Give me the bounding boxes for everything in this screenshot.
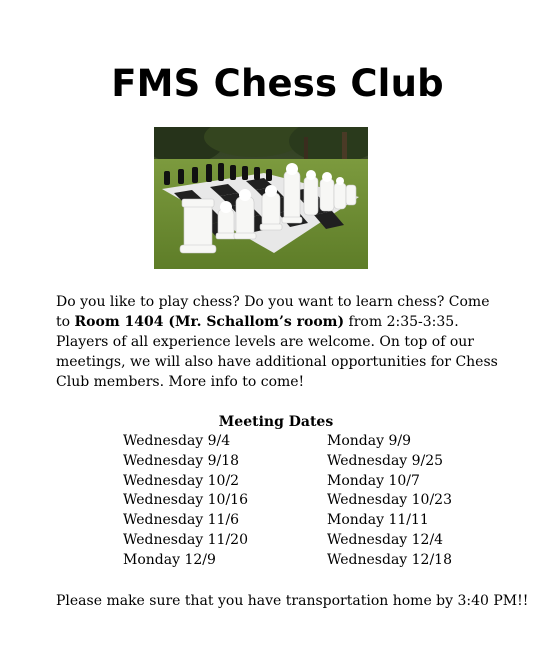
meeting-date: Wednesday 10/23: [327, 492, 452, 509]
meeting-date: Wednesday 12/4: [327, 531, 444, 548]
meeting-date: Wednesday 9/4: [123, 433, 231, 449]
meeting-date: Wednesday 10/16: [123, 492, 248, 509]
meeting-dates-right-column: [327, 432, 452, 571]
meeting-date: Monday 10/7: [327, 472, 420, 489]
meeting-date: Monday 11/11: [327, 512, 429, 529]
transportation-note: Please make sure that you have transportation home by 3:40 PM!!: [56, 593, 529, 609]
intro-paragraph: [56, 292, 501, 392]
meeting-date: Wednesday 10/2: [123, 472, 240, 489]
meeting-date: Monday 9/9: [327, 433, 411, 449]
intro-text-2: from 2:35-3:35. Players of all experience levels are welcome. On top of our meetings, we will also have additional opportunities for Chess Club members. More info to come!: [56, 314, 498, 390]
meeting-date: Wednesday 11/6: [123, 512, 240, 529]
page-title: FMS Chess Club: [111, 62, 444, 105]
meeting-dates-heading: Meeting Dates: [218, 414, 334, 430]
meeting-date: Wednesday 12/18: [327, 551, 452, 568]
meeting-date: Wednesday 11/20: [123, 531, 248, 548]
intro-text-1: Do you like to play chess? Do you want to learn chess? Come to: [56, 294, 490, 330]
meeting-date: Wednesday 9/25: [327, 452, 444, 469]
room-location: Room 1404 (Mr. Schallom’s room): [74, 314, 345, 330]
meeting-date: Monday 12/9: [123, 551, 216, 568]
meeting-date: Wednesday 9/18: [123, 452, 240, 469]
chess-photo: [154, 127, 368, 269]
meeting-dates-left-column: [123, 432, 248, 571]
